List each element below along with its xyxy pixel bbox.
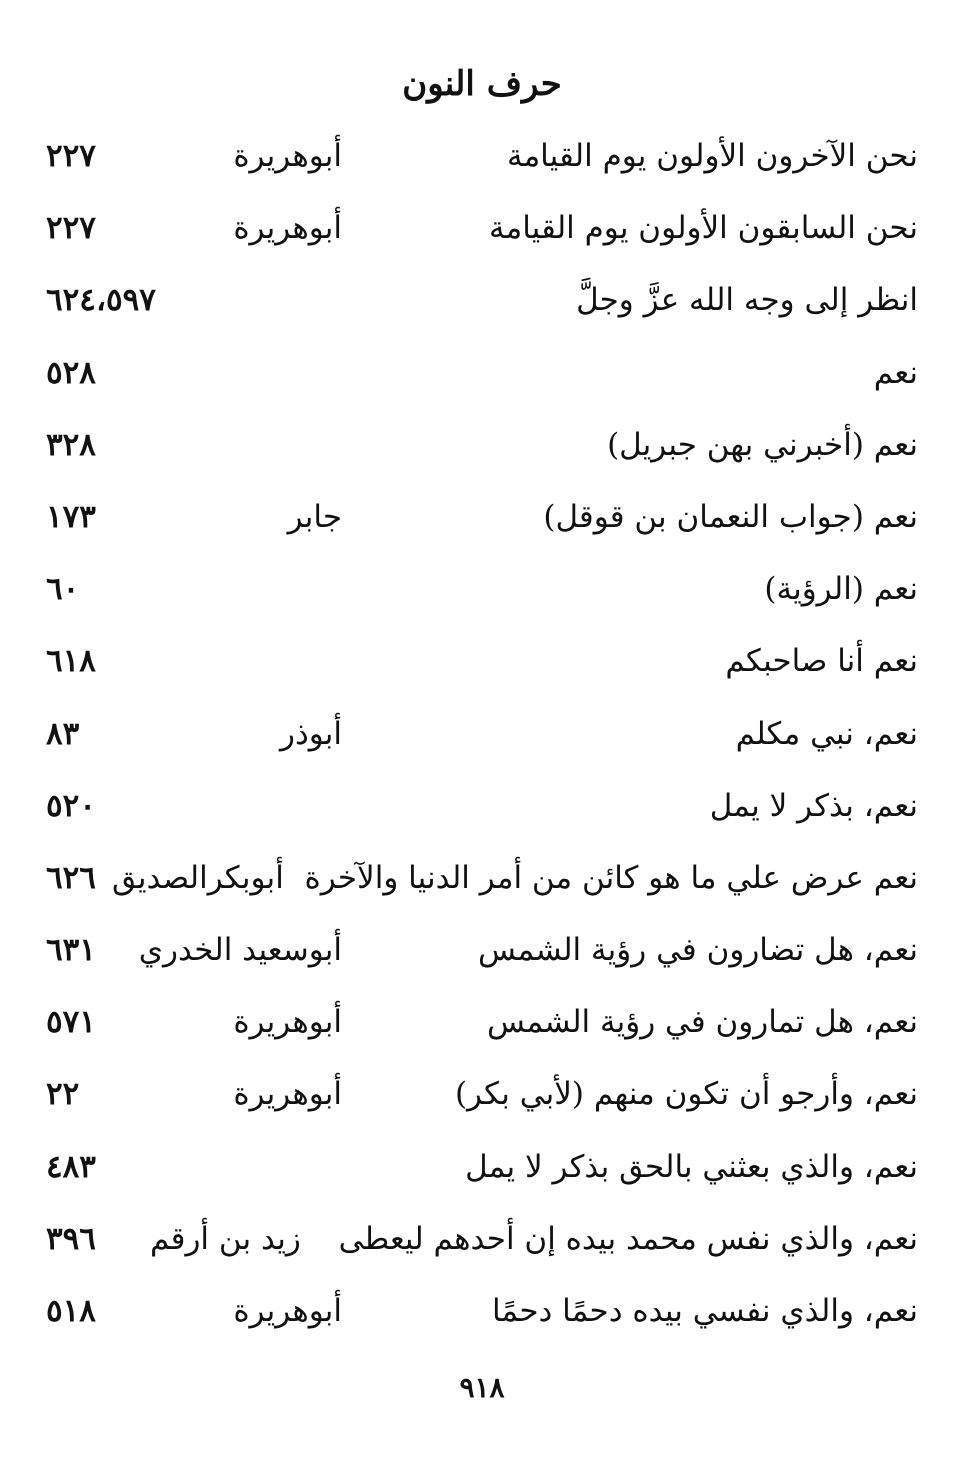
hadith-text: انظر إلى وجه الله عزَّ وجلَّ — [576, 282, 918, 319]
page-reference: ٢٢٧ — [46, 210, 96, 247]
index-entry — [40, 987, 918, 1059]
page-reference: ٦٢٤،٥٩٧ — [46, 282, 156, 319]
page-reference: ٨٣ — [46, 715, 80, 752]
narrator-name: أبوهريرة — [233, 210, 342, 247]
hadith-text: نعم (الرؤية) — [764, 571, 918, 608]
index-entry — [40, 410, 918, 482]
index-entry — [40, 1276, 918, 1348]
hadith-text: نعم (جواب النعمان بن قوقل) — [543, 498, 918, 535]
hadith-text: نعم، هل تضارون في رؤية الشمس — [478, 932, 918, 969]
index-entry — [40, 482, 918, 554]
page-reference: ٥٧١ — [46, 1004, 96, 1041]
hadith-text: نعم عرض علي ما هو كائن من أمر الدنيا والآخرة — [304, 859, 918, 896]
hadith-text: نعم، والذي بعثني بالحق بذكر لا يمل — [465, 1148, 918, 1185]
index-entry — [40, 1204, 918, 1276]
index-entry — [40, 699, 918, 771]
hadith-text: نعم، والذي نفس محمد بيده إن أحدهم ليعطى — [338, 1220, 918, 1257]
narrator-name: أبوذر — [279, 715, 342, 752]
page-reference: ٦١٨ — [46, 643, 96, 680]
index-entry — [40, 915, 918, 987]
narrator-name: أبوهريرة — [233, 1004, 342, 1041]
narrator-name: أبوبكرالصديق — [112, 859, 284, 896]
index-entry — [40, 121, 918, 193]
page-reference: ٥١٨ — [46, 1293, 96, 1329]
page-reference: ٢٢ — [46, 1076, 80, 1113]
narrator-name: أبوهريرة — [233, 1076, 342, 1113]
index-entry — [40, 626, 918, 698]
page-reference: ٤٨٣ — [46, 1148, 96, 1185]
narrator-name: أبوهريرة — [233, 138, 342, 174]
hadith-text: نحن السابقون الأولون يوم القيامة — [489, 210, 918, 247]
hadith-text: نعم، والذي نفسي بيده دحمًا دحمًا — [491, 1293, 918, 1329]
page-reference: ١٧٣ — [46, 498, 96, 535]
index-entry — [40, 265, 918, 337]
page-reference: ٣٩٦ — [46, 1220, 96, 1257]
index-entry — [40, 554, 918, 626]
narrator-name: أبوسعيد الخدري — [138, 932, 342, 969]
index-entry — [40, 1132, 918, 1204]
narrator-name: زيد بن أرقم — [150, 1220, 301, 1257]
page-reference: ٣٢٨ — [46, 426, 96, 463]
index-entry — [40, 1059, 918, 1131]
section-title: حرف النون — [402, 64, 562, 104]
hadith-text: نعم، هل تمارون في رؤية الشمس — [486, 1004, 918, 1041]
hadith-text: نعم — [873, 354, 918, 391]
index-entries — [40, 121, 918, 1348]
page-number: ٩١٨ — [459, 1371, 505, 1404]
hadith-text: نعم، بذكر لا يمل — [709, 787, 918, 824]
page-reference: ٢٢٧ — [46, 138, 96, 174]
index-entry — [40, 843, 918, 915]
page-reference: ٦٣١ — [46, 932, 96, 969]
index-entry — [40, 771, 918, 843]
hadith-text: نعم، وأرجو أن تكون منهم (لأبي بكر) — [454, 1076, 918, 1113]
page-reference: ٦٠ — [46, 571, 80, 608]
page-reference: ٥٢٠ — [46, 787, 96, 824]
hadith-text: نعم، نبي مكلم — [735, 715, 918, 752]
narrator-name: جابر — [287, 498, 342, 535]
page-reference: ٦٢٦ — [46, 859, 96, 896]
hadith-text: نحن الآخرون الأولون يوم القيامة — [506, 138, 918, 174]
hadith-text: نعم (أخبرني بهن جبريل) — [607, 426, 918, 463]
narrator-name: أبوهريرة — [233, 1293, 342, 1329]
index-entry — [40, 338, 918, 410]
index-entry — [40, 193, 918, 265]
page-reference: ٥٢٨ — [46, 354, 96, 391]
hadith-text: نعم أنا صاحبكم — [725, 643, 918, 680]
